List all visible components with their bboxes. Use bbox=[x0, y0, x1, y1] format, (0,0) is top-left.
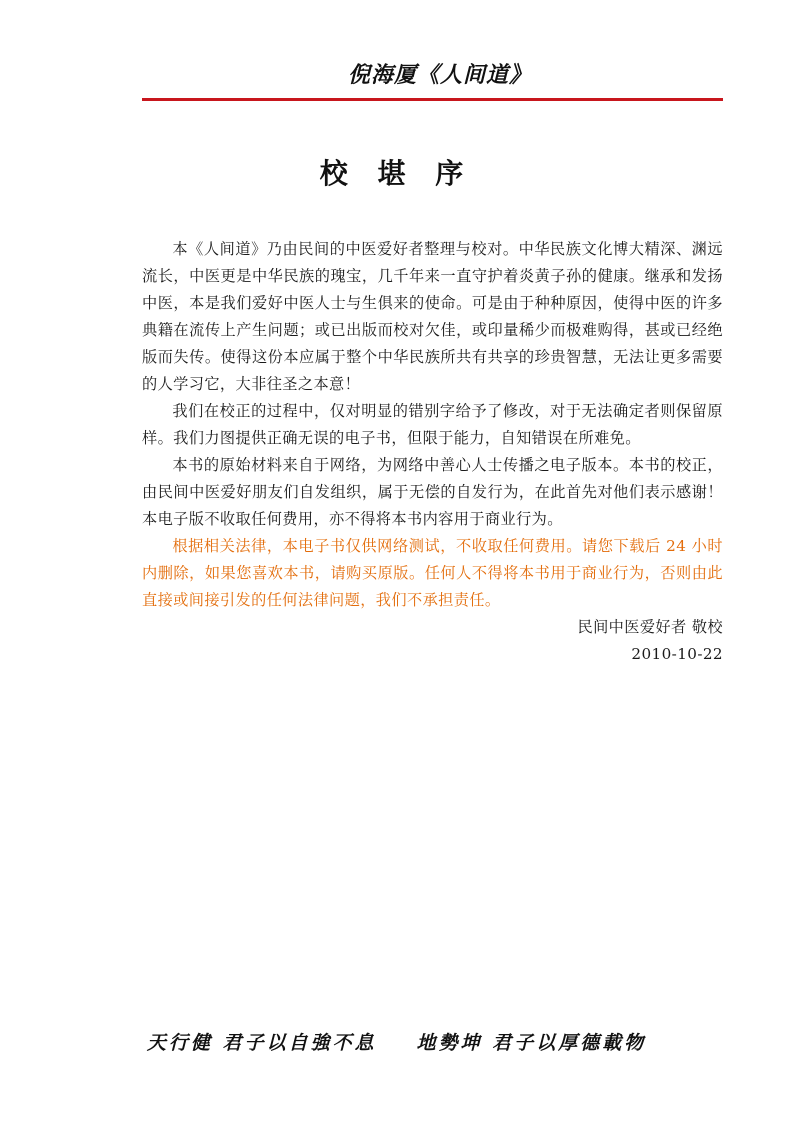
paragraph-source: 本书的原始材料来自于网络，为网络中善心人士传播之电子版本。本书的校正，由民间中医爱好朋友们自发组织，属于无偿的自发行为，在此首先对他们表示感谢！本电子版不收取任何费用，亦不得将本书内容用于商业行为。 bbox=[142, 456, 723, 528]
paragraph-intro: 本《人间道》乃由民间的中医爱好者整理与校对。中华民族文化博大精深、渊远流长，中医更是中华民族的瑰宝，几千年来一直守护着炎黄子孙的健康。继承和发扬中医，本是我们爱好中医人士与生俱来的使命。可是由于种种原因，使得中医的许多典籍在流传上产生问题；或已出版而校对欠佳，或印量稀少而极难购得，甚或已经绝版而失传。使得这份本应属于整个中华民族所共有共享的珍贵智慧，无法让更多需要的人学习它，大非往圣之本意！ bbox=[142, 240, 723, 393]
header-title: 倪海厦《人间道》 bbox=[348, 62, 533, 88]
legal-notice: 根据相关法律，本电子书仅供网络测试，不收取任何费用。请您下载后 24 小时内删除，如果您喜欢本书，请购买原版。任何人不得将本书用于商业行为，否则由此直接或间接引发的任何法律问题，我们不承担责任。 bbox=[142, 537, 723, 609]
footer-motto-right: 地勢坤 君子以厚德載物 bbox=[416, 1032, 647, 1054]
paragraph-correction: 我们在校正的过程中，仅对明显的错别字给予了修改，对于无法确定者则保留原样。我们力图提供正确无误的电子书，但限于能力，自知错误在所难免。 bbox=[142, 402, 723, 447]
footer-motto-left: 天行健 君子以自強不息 bbox=[146, 1032, 377, 1054]
document-title: 校 堪 序 bbox=[319, 157, 474, 190]
document-body bbox=[142, 236, 723, 668]
signature-date: 2010-10-22 bbox=[631, 645, 723, 663]
signature-author: 民间中医爱好者 敬校 bbox=[577, 618, 723, 636]
page-header bbox=[0, 58, 793, 90]
header-divider bbox=[142, 98, 723, 101]
footer-motto bbox=[0, 1028, 793, 1056]
